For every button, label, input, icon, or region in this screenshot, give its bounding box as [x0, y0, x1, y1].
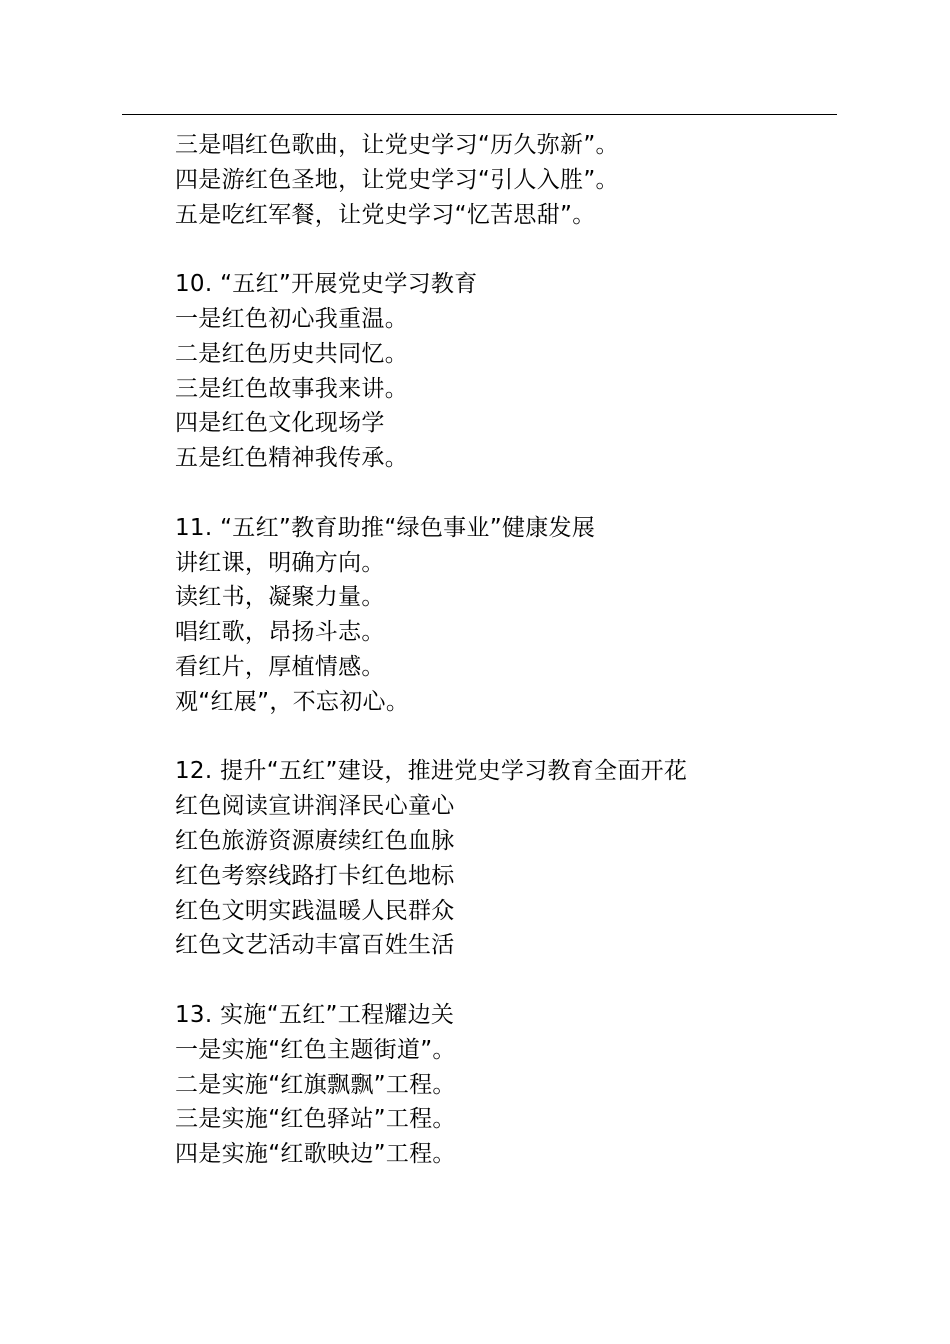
- list-item: 观“红展”，不忘初心。: [175, 688, 410, 715]
- list-item: 三是实施“红色驿站”工程。: [175, 1106, 456, 1133]
- list-item: 四是实施“红歌映边”工程。: [175, 1141, 456, 1168]
- list-item: 讲红课，明确方向。: [175, 549, 385, 576]
- list-item: 五是红色精神我传承。: [175, 445, 408, 472]
- list-item: 红色考察线路打卡红色地标: [175, 862, 455, 889]
- paragraph-gap: [175, 476, 855, 511]
- list-item: 四是游红色圣地，让党史学习“引人入胜”。: [175, 166, 619, 193]
- paragraph-gap: [175, 232, 855, 267]
- list-item: 读红书，凝聚力量。: [175, 584, 385, 611]
- list-item: 三是红色故事我来讲。: [175, 375, 408, 402]
- list-item: 四是红色文化现场学: [175, 410, 385, 437]
- paragraph-gap: [175, 963, 855, 998]
- section-12: [175, 754, 855, 963]
- section-heading: 12. 提升“五红”建设，推进党史学习教育全面开花: [175, 758, 688, 785]
- section-heading: 13. 实施“五红”工程耀边关: [175, 1001, 455, 1028]
- section-13: [175, 998, 855, 1172]
- list-item: 二是实施“红旗飘飘”工程。: [175, 1071, 456, 1098]
- list-item: 三是唱红色歌曲，让党史学习“历久弥新”。: [175, 132, 619, 158]
- document-body: [175, 128, 855, 1172]
- list-item: 看红片，厚植情感。: [175, 653, 385, 680]
- section-intro: [175, 128, 855, 232]
- list-item: 红色阅读宣讲润泽民心童心: [175, 793, 455, 820]
- list-item: 红色旅游资源赓续红色血脉: [175, 827, 455, 854]
- list-item: 一是红色初心我重温。: [175, 305, 408, 332]
- section-heading: 11. “五红”教育助推“绿色事业”健康发展: [175, 514, 596, 541]
- list-item: 唱红歌，昂扬斗志。: [175, 619, 385, 646]
- section-11: [175, 511, 855, 720]
- list-item: 一是实施“红色主题街道”。: [175, 1036, 456, 1063]
- list-item: 红色文艺活动丰富百姓生活: [175, 932, 455, 959]
- list-item: 红色文明实践温暖人民群众: [175, 897, 455, 924]
- section-heading: 10. “五红”开展党史学习教育: [175, 271, 478, 298]
- section-10: [175, 267, 855, 476]
- header-rule: [122, 114, 837, 115]
- list-item: 五是吃红军餐，让党史学习“忆苦思甜”。: [175, 201, 596, 228]
- paragraph-gap: [175, 720, 855, 755]
- list-item: 二是红色历史共同忆。: [175, 340, 408, 367]
